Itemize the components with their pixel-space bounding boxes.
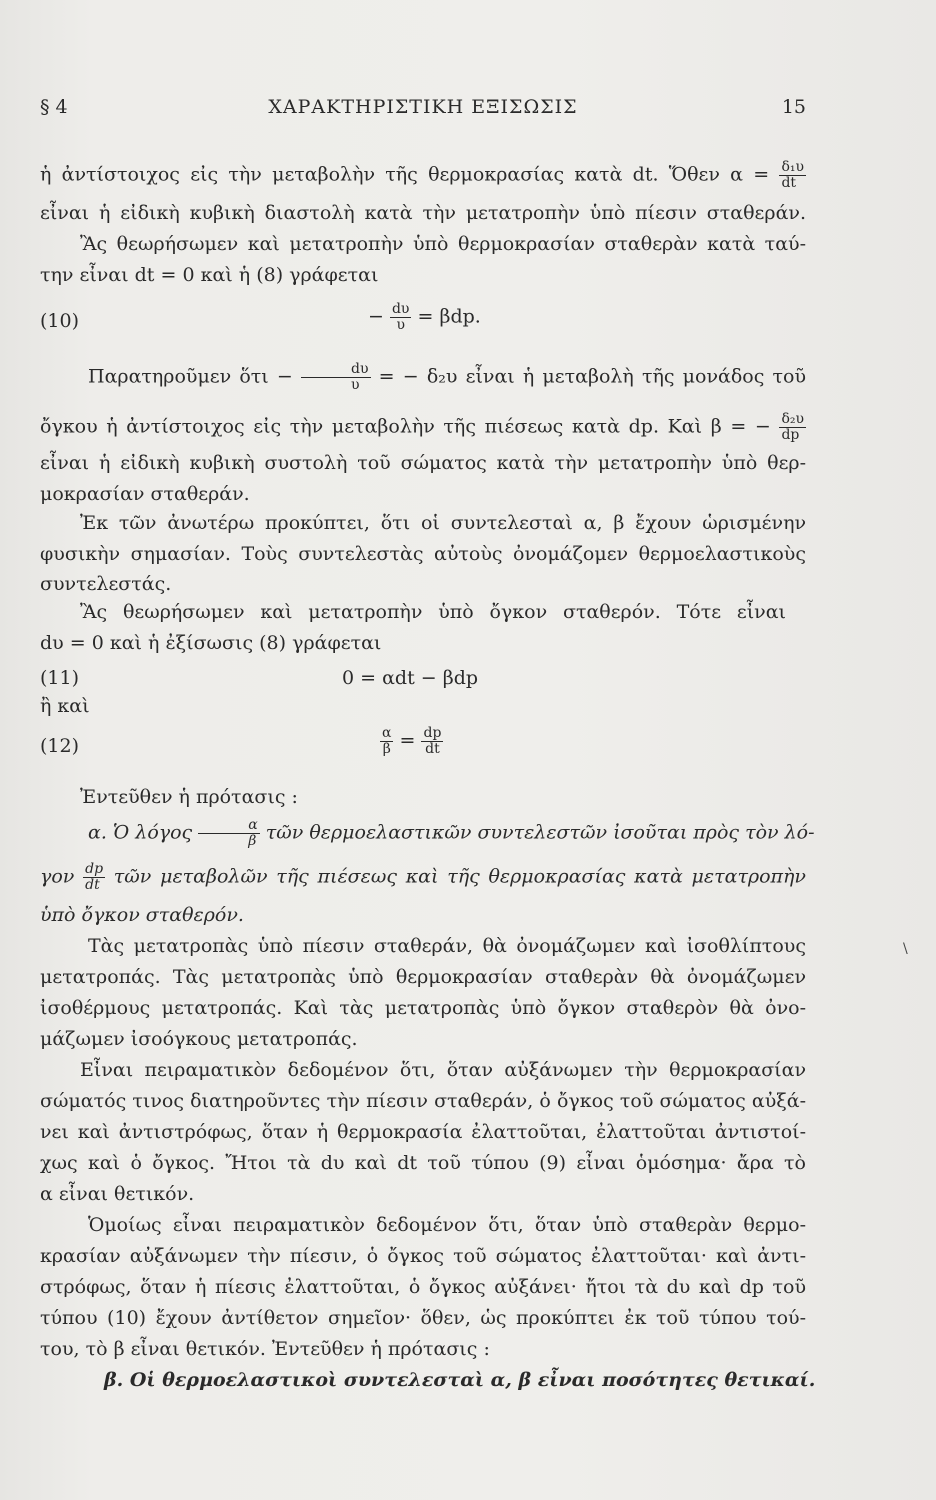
text-line: μοκρασίαν σταθεράν.: [40, 483, 250, 505]
text-line: συντελεστάς.: [40, 573, 172, 595]
text-line: Ἂς θεωρήσωμεν καὶ μετατροπὴν ὑπὸ ὄγκον σταθερόν. Τότε εἶναι: [80, 601, 786, 623]
text-line: Ἐκ τῶν ἀνωτέρω προκύπτει, ὅτι οἱ συντελεσταὶ α, β ἔχουν ὡρισμένην: [80, 512, 806, 534]
margin-mark: \: [903, 941, 908, 957]
equation-number: (12): [40, 735, 80, 757]
text-line: Ὁμοίως εἶναι πειραματικὸν δεδομένον ὅτι, ὅταν ὑπὸ σταθερὰν θερμο-: [88, 1214, 806, 1236]
text-line: εἶναι ἡ εἰδικὴ κυβικὴ συστολὴ τοῦ σώματος κατὰ τὴν μετατροπὴν ὑπὸ θερ-: [40, 452, 806, 474]
text-line: α εἶναι θετικόν.: [40, 1183, 195, 1205]
page-number: 15: [781, 96, 806, 118]
text-line: Τὰς μετατροπὰς ὑπὸ πίεσιν σταθεράν, θὰ ὀνομάζωμεν καὶ ἰσοθλίπτους: [88, 935, 806, 957]
text-line: κρασίαν αὐξάνωμεν τὴν πίεσιν, ὁ ὄγκος τοῦ σώματος ἐλαττοῦται· καὶ ἀντι-: [40, 1245, 806, 1267]
text-line: ἢ καὶ: [40, 695, 90, 717]
proposition-a: γον $\frac{dp}{dt}$ τῶν μεταβολῶν τῆς πιέσεως καὶ τῆς θερμοκρασίας κατὰ μετατροπὴν: [40, 861, 806, 893]
text-line: Ἂς θεωρήσωμεν καὶ μετατροπὴν ὑπὸ θερμοκρασίαν σταθερὰν κατὰ ταύ-: [80, 233, 806, 255]
proposition-a: α. Ὁ λόγος $\frac{\alpha}{\beta}$ τῶν θερμοελαστικῶν συντελεστῶν ἰσοῦται πρὸς τὸν λό-: [88, 817, 815, 849]
text-line: φυσικὴν σημασίαν. Τοὺς συντελεστὰς αὐτοὺς ὀνομάζομεν θερμοελαστικοὺς: [40, 543, 806, 565]
equation-number: (11): [40, 667, 80, 689]
text-line: dυ = 0 καὶ ἡ ἐξίσωσις (8) γράφεται: [40, 632, 382, 654]
proposition-b: β. Οἱ θερμοελαστικοὶ συντελεσταὶ α, β εἶναι ποσότητες θετικαί.: [104, 1369, 816, 1391]
text-line: Ἐντεῦθεν ἡ πρότασις :: [80, 786, 298, 808]
text-line: την εἶναι dt = 0 καὶ ἡ (8) γράφεται: [40, 264, 379, 286]
text-line: τύπου (10) ἔχουν ἀντίθετον σημεῖον· ὅθεν, ὡς προκύπτει ἐκ τοῦ τύπου τού-: [40, 1307, 806, 1329]
fraction: $\frac{\text{δ₁υ}}{dt}$: [781, 159, 804, 191]
equation-12: $\frac{\alpha}{\beta}$ = $\frac{dp}{dt}$: [382, 725, 442, 757]
equation-11: 0 = αdt − βdp: [342, 667, 479, 689]
text-line: Παρατηροῦμεν ὅτι − $\frac{d\upsilon}{\upsilon}$ = − δ₂υ εἶναι ἡ μεταβολὴ τῆς μονάδος τοῦ: [88, 361, 807, 393]
chapter-title: ΧΑΡΑΚΤΗΡΙΣΤΙΚΗ ΕΞΙΣΩΣΙΣ: [268, 96, 578, 118]
section-number: § 4: [40, 96, 68, 118]
equation-10: − $\frac{d\upsilon}{\upsilon}$ = βdp.: [368, 301, 481, 333]
text-line: χως καὶ ὁ ὄγκος. Ἤτοι τὰ dυ καὶ dt τοῦ τύπου (9) εἶναι ὁμόσημα· ἄρα τὸ: [40, 1152, 806, 1174]
text-line: σώματός τινος διατηροῦντες τὴν πίεσιν σταθεράν, ὁ ὄγκος τοῦ σώματος αὐξά-: [40, 1090, 806, 1112]
text-line: ἡ ἀντίστοιχος εἰς τὴν μεταβολὴν τῆς θερμοκρασίας κατὰ dt. Ὅθεν α = $\frac{\text{δ₁υ}}{dt}$: [40, 159, 804, 191]
text-line: στρόφως, ὅταν ἡ πίεσις ἐλαττοῦται, ὁ ὄγκος αὐξάνει· ἤτοι τὰ dυ καὶ dp τοῦ: [40, 1276, 806, 1298]
text-line: Εἶναι πειραματικὸν δεδομένον ὅτι, ὅταν αὐξάνωμεν τὴν θερμοκρασίαν: [80, 1059, 806, 1081]
proposition-a: ὑπὸ ὄγκον σταθερόν.: [40, 904, 244, 926]
text-line: εἶναι ἡ εἰδικὴ κυβικὴ διαστολὴ κατὰ τὴν μετατροπὴν ὑπὸ πίεσιν σταθεράν.: [40, 202, 806, 224]
text-line: νει καὶ ἀντιστρόφως, ὅταν ἡ θερμοκρασία ἐλαττοῦται, ἐλαττοῦται ἀντιστοί-: [40, 1121, 806, 1143]
equation-number: (10): [40, 310, 80, 332]
text-line: μάζωμεν ἰσοόγκους μετατροπάς.: [40, 1028, 358, 1050]
text-line: ἰσοθέρμους μετατροπάς. Καὶ τὰς μετατροπὰς ὑπὸ ὄγκον σταθερὸν θὰ ὀνο-: [40, 997, 806, 1019]
text-line: ὄγκου ἡ ἀντίστοιχος εἰς τὴν μεταβολὴν τῆς πιέσεως κατὰ dp. Καὶ β = − $\frac{\text{δ₂υ}}{dp}$: [40, 411, 804, 443]
text-line: μετατροπάς. Τὰς μετατροπὰς ὑπὸ θερμοκρασίαν σταθερὰν θὰ ὀνομάζωμεν: [40, 966, 806, 988]
text-line: του, τὸ β εἶναι θετικόν. Ἐντεῦθεν ἡ πρότασις :: [40, 1338, 490, 1360]
page-header: [40, 96, 806, 126]
